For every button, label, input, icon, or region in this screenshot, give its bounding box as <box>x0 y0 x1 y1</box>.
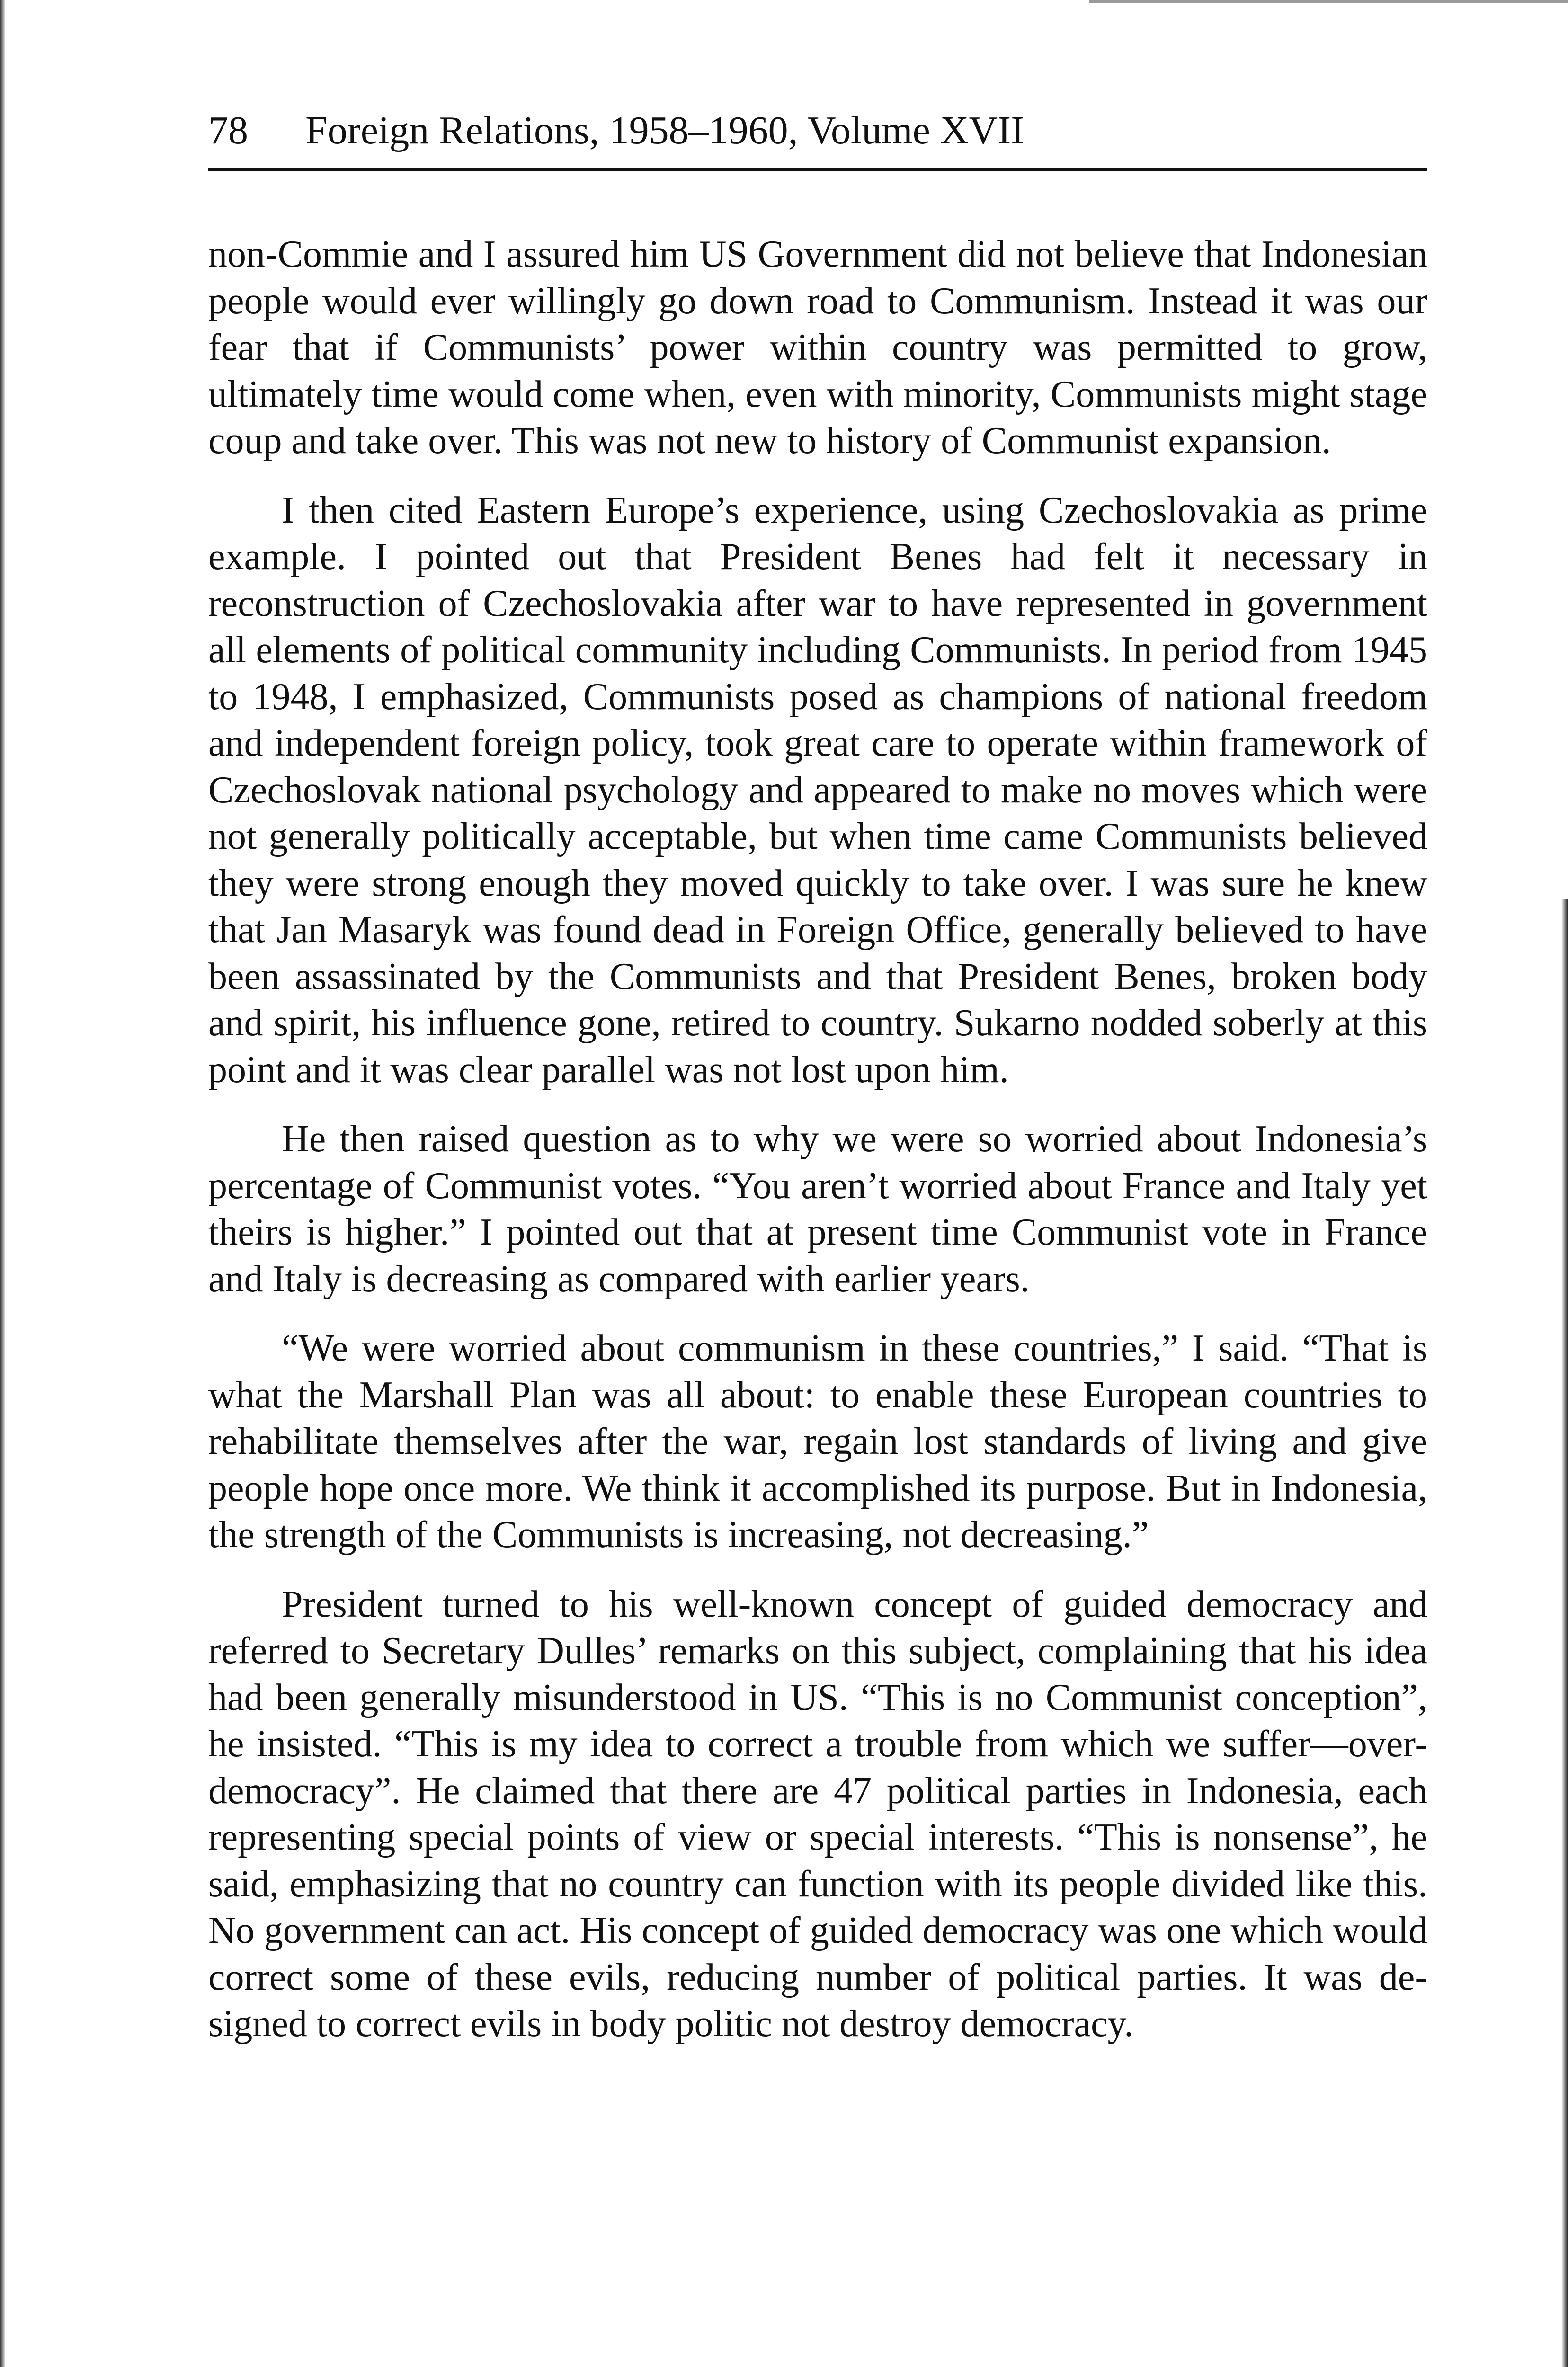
document-page <box>208 103 1427 2070</box>
paragraph-5: President turned to his well-known concept of guided democracy and referred to Secretary Dulles’ remarks on this subject, complaining that his idea had been generally misunderstood in US. “This is no Communist conception”, he insisted. “This is my idea to correct a trouble from which we suffer—over-democracy”. He claimed that there are 47 political parties in Indonesia, each representing special points of view or special interests. “This is nonsense”, he said, emphasizing that no country can function with its people divided like this. No government can act. His concept of guided democracy was one which would correct some of these evils, reducing number of political parties. It was designed to correct evils in body politic not destroy democracy. <box>208 1583 1427 2045</box>
body-text <box>208 231 1427 2047</box>
paragraph-3: He then raised question as to why we were so worried about Indonesia’s percentage of Communist votes. “You aren’t worried about France and Italy yet theirs is higher.” I pointed out that at present time Communist vote in France and Italy is decreasing as compared with earlier years. <box>208 1118 1427 1300</box>
scan-edge-left <box>0 0 5 2367</box>
running-head <box>208 103 1427 174</box>
header-rule <box>208 168 1427 171</box>
running-head-title: Foreign Relations, 1958–1960, Volume XVII <box>305 108 1025 152</box>
page-number: 78 <box>208 108 248 152</box>
scan-edge-right <box>1561 899 1568 2367</box>
paragraph-4: “We were worried about communism in these countries,” I said. “That is what the Marshall Plan was all about: to enable these European countries to rehabilitate themselves after the war, regain lost standards of living and give people hope once more. We think it accomplished its purpose. But in Indonesia, the strength of the Communists is increasing, not decreasing.” <box>208 1327 1427 1556</box>
paragraph-2: I then cited Eastern Europe’s experience, using Czechoslovakia as prime example. I pointed out that President Benes had felt it necessary in reconstruction of Czechoslovakia after war to have represented in government all elements of political community including Communists. In period from 1945 to 1948, I emphasized, Communists posed as champions of national freedom and independent foreign policy, took great care to operate within framework of Czechoslovak national psychology and appeared to make no moves which were not generally politically acceptable, but when time came Communists believed they were strong enough they moved quickly to take over. I was sure he knew that Jan Masaryk was found dead in Foreign Office, generally believed to have been assassinated by the Communists and that President Benes, broken body and spirit, his influence gone, retired to country. Sukarno nodded soberly at this point and it was clear parallel was not lost upon him. <box>208 489 1427 1091</box>
scan-edge-top <box>1089 0 1568 3</box>
paragraph-1: non-Commie and I assured him US Government did not believe that Indonesian people would ever willingly go down road to Communism. Instead it was our fear that if Communists’ power within country was permitted to grow, ultimately time would come when, even with minority, Communists might stage coup and take over. This was not new to history of Communist expansion. <box>208 233 1427 462</box>
